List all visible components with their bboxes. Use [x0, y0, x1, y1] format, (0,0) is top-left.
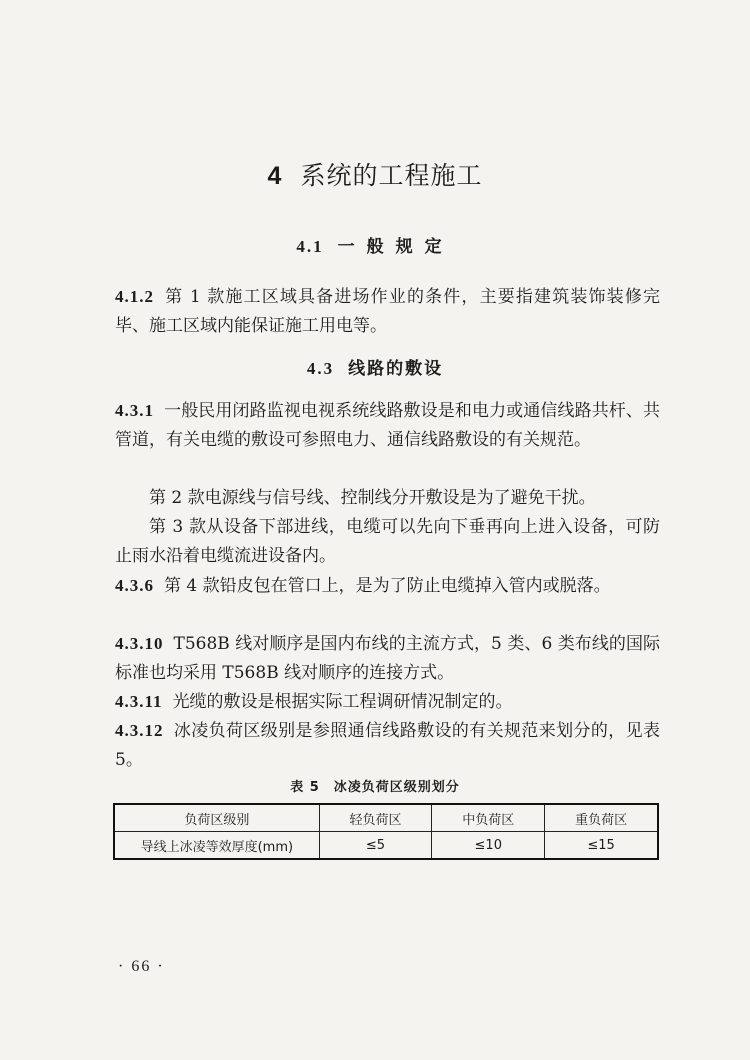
clause-number: 4.1.2 — [115, 287, 154, 306]
clause-number: 4.3.11 — [115, 692, 163, 711]
table-cell: ≤10 — [432, 832, 545, 860]
table-header-cell: 轻负荷区 — [319, 804, 432, 832]
clause-text: T568B 线对顺序是国内布线的主流方式，5 类、6 类布线的国际标准也均采用 T568B 线对顺序的连接方式。 — [115, 634, 660, 683]
ice-load-table — [113, 803, 659, 860]
clause-4-3-1-item-3: 第 3 款从设备下部进线，电缆可以先向下垂再向上进入设备，可防止雨水沿着电缆流进设备内。 — [115, 517, 660, 566]
clause-text: 一般民用闭路监视电视系统线路敷设是和电力或通信线路共杆、共管道，有关电缆的敷设可参照电力、通信线路敷设的有关规范。 — [115, 401, 660, 450]
table-number: 表 5 — [290, 780, 320, 795]
section-heading-4-1 — [0, 232, 750, 257]
table-header-row — [114, 804, 658, 832]
section-number: 4.3 — [306, 359, 335, 378]
table-caption — [0, 776, 750, 795]
clause-4-3-11 — [115, 687, 660, 717]
section-number: 4.1 — [296, 237, 324, 256]
table-title: 冰凌负荷区级别划分 — [333, 780, 460, 795]
clause-4-1-2 — [115, 282, 660, 341]
clause-number: 4.3.10 — [115, 634, 164, 653]
chapter-title-text: 系统的工程施工 — [300, 161, 483, 190]
table-cell: 导线上冰凌等效厚度(mm) — [114, 832, 319, 860]
section-title: 一般规定 — [337, 237, 454, 257]
clause-4-3-10 — [115, 629, 660, 688]
chapter-number: 4 — [267, 162, 283, 190]
clause-number: 4.3.6 — [115, 576, 154, 595]
section-heading-4-3 — [0, 354, 750, 379]
clause-text: 第 4 款铅皮包在管口上，是为了防止电缆掉入管内或脱落。 — [164, 576, 611, 596]
chapter-title — [0, 156, 750, 192]
table-cell: ≤5 — [319, 832, 432, 860]
table-header-cell: 重负荷区 — [545, 804, 658, 832]
table-cell: ≤15 — [545, 832, 658, 860]
table-header-cell: 中负荷区 — [432, 804, 545, 832]
section-title: 线路的敷设 — [348, 359, 444, 379]
page-number: · 66 · — [118, 958, 165, 975]
clause-text: 光缆的敷设是根据实际工程调研情况制定的。 — [172, 692, 513, 712]
clause-text: 冰凌负荷区级别是参照通信线路敷设的有关规范来划分的，见表 5。 — [115, 721, 660, 770]
table-header-cell: 负荷区级别 — [114, 804, 319, 832]
clause-4-3-12 — [115, 716, 660, 775]
clause-number: 4.3.1 — [115, 401, 154, 420]
clause-number: 4.3.12 — [115, 721, 164, 740]
clause-4-3-1-item-2: 第 2 款电源线与信号线、控制线分开敷设是为了避免干扰。 — [149, 488, 596, 508]
clause-text: 第 1 款施工区域具备进场作业的条件，主要指建筑装饰装修完毕、施工区域内能保证施工用电等。 — [115, 287, 660, 336]
clause-4-3-6 — [115, 571, 660, 601]
table-row — [114, 832, 658, 860]
clause-4-3-1 — [115, 396, 660, 455]
